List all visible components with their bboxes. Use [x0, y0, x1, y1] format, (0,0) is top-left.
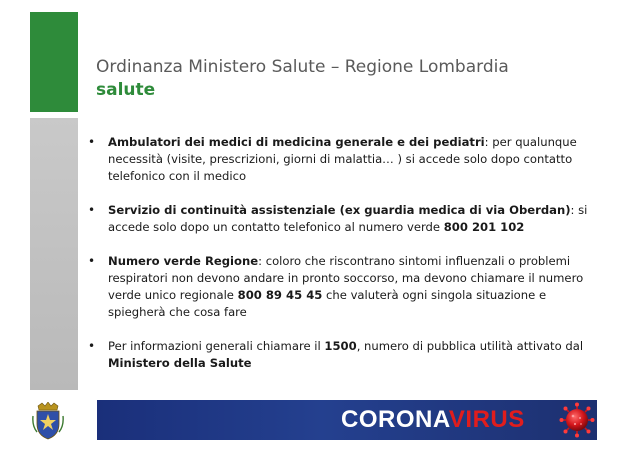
- phone-number: 1500: [324, 339, 357, 353]
- bullet-list: [88, 134, 598, 389]
- bullet-text: : coloro che riscontrano sintomi influenzali o problemi respiratori non devono andare in pronto soccorso, ma devono chiamare il numero verde unico regionale: [108, 254, 584, 302]
- bullet-text: : si accede solo dopo un contatto telefonico al numero verde: [108, 203, 588, 234]
- bullet-informazioni: [88, 338, 598, 372]
- bullet-heading: Ambulatori dei medici di medicina generale e dei pediatri: [108, 135, 485, 149]
- bullet-continuita: [88, 202, 598, 236]
- bullet-numero-verde: [88, 253, 598, 321]
- phone-number: 800 89 45 45: [237, 288, 323, 302]
- banner-word-virus: VIRUS: [448, 406, 525, 433]
- bullet-heading: Servizio di continuità assistenziale (ex guardia medica di via Oberdan): [108, 203, 571, 217]
- bullet-heading: Ministero della Salute: [108, 356, 252, 370]
- coronavirus-icon: [559, 402, 595, 438]
- bullet-heading: Numero verde Regione: [108, 254, 259, 268]
- bullet-ambulatori: [88, 134, 598, 185]
- gray-side-bar: [30, 118, 78, 390]
- slide-title: Ordinanza Ministero Salute – Regione Lombardia: [96, 57, 509, 77]
- slide-subtitle: salute: [96, 80, 156, 100]
- bullet-prefix: Per informazioni generali chiamare il: [108, 339, 325, 353]
- banner-word-corona: CORONA: [341, 406, 449, 433]
- bullet-tail: che valuterà ogni singola situazione e spiegherà che cosa fare: [108, 288, 547, 319]
- banner-title: [341, 406, 525, 434]
- phone-number: 800 201 102: [443, 220, 525, 234]
- municipal-coat-of-arms-icon: [32, 402, 64, 440]
- bullet-text: , numero di pubblica utilità attivato dal: [356, 339, 584, 353]
- slide-header: [96, 56, 509, 102]
- green-accent-bar: [30, 12, 78, 112]
- bullet-text: : per qualunque necessità (visite, prescrizioni, giorni di malattia… ) si accede solo dopo contatto telefonico con il medico: [108, 135, 577, 183]
- coronavirus-banner: [97, 400, 597, 440]
